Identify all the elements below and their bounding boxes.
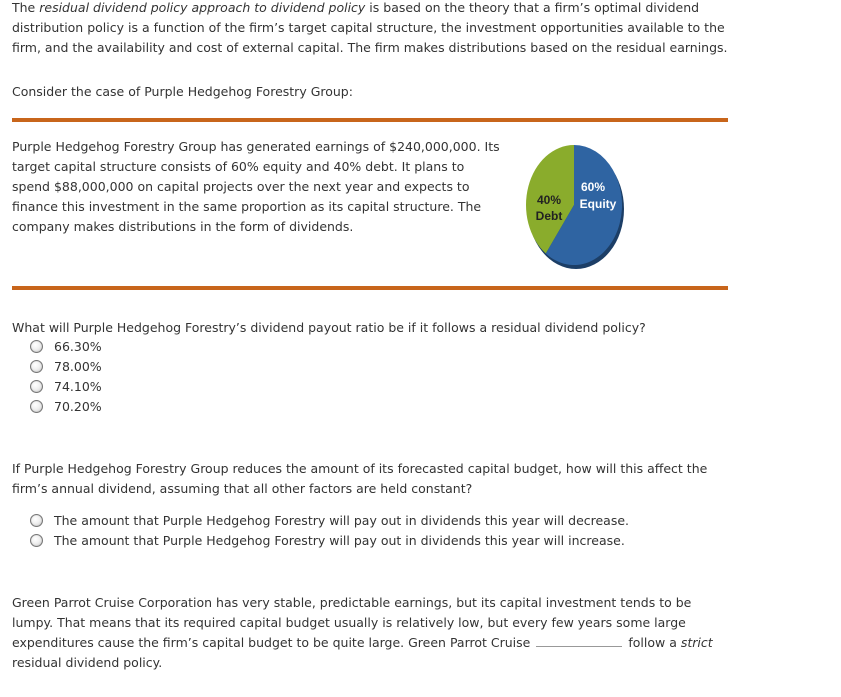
option-increase[interactable] [30, 530, 629, 550]
answer-dropdown[interactable] [536, 634, 622, 647]
intro-paragraph: The residual dividend policy approach to dividend policy is based on the theory that a firm’s optimal dividend distribution policy is a function of the firm’s target capital structure, the investment opportunities available to the firm, and the availability and cost of external capital. The firm makes distributions based on the residual earnings. [12, 0, 728, 55]
option-label: The amount that Purple Hedgehog Forestry will pay out in dividends this year will increase. [54, 532, 625, 548]
equity-percent-label: 60% [580, 180, 606, 194]
option-label: 74.10% [54, 378, 102, 394]
radio-button[interactable] [30, 400, 43, 413]
green-follow-text: follow a [628, 635, 681, 650]
option-3[interactable] [30, 376, 102, 396]
equity-name-label: Equity [579, 197, 617, 211]
green-policy-text: residual dividend policy. [12, 655, 163, 670]
option-decrease[interactable] [30, 510, 629, 530]
option-4[interactable] [30, 396, 102, 416]
strict-term: strict [680, 635, 713, 650]
radio-button[interactable] [30, 514, 43, 527]
debt-percent-label: 40% [536, 193, 562, 207]
scenario-paragraph: Purple Hedgehog Forestry Group has generated earnings of $240,000,000. Its target capital structure consists of 60% equity and 40% debt. It plans to spend $88,000,000 on capital projects over the next year and expects to finance this investment in the same proportion as its capital structure. The company makes distributions in the form of dividends. [12, 139, 500, 234]
green-parrot-text: Green Parrot Cruise Corporation has very stable, predictable earnings, but its capital investment tends to be lumpy. That means that its required capital budget usually is relatively low, but every few years some large expenditures cause the firm’s capital budget to be quite large. Green Parrot Cruise [12, 595, 692, 650]
option-label: 66.30% [54, 338, 102, 354]
intro-term: residual dividend policy approach to dividend policy [39, 0, 366, 15]
option-label: 78.00% [54, 358, 102, 374]
radio-button[interactable] [30, 380, 43, 393]
radio-button[interactable] [30, 534, 43, 547]
question-2-options [30, 510, 629, 550]
green-parrot-paragraph [12, 593, 732, 673]
question-2-text: If Purple Hedgehog Forestry Group reduces the amount of its forecasted capital budget, how will this affect the firm’s annual dividend, assuming that all other factors are held constant? [12, 461, 708, 496]
option-label: 70.20% [54, 398, 102, 414]
option-2[interactable] [30, 356, 102, 376]
option-1[interactable] [30, 336, 102, 356]
intro-text: is based on the theory that a firm’s optimal dividend distribution policy is a function of the firm’s target capital structure, the investment opportunities available to the firm, and the availability and cost of external capital. The firm makes distributions based on the residual earnings. [12, 0, 728, 55]
debt-name-label: Debt [535, 209, 563, 223]
radio-button[interactable] [30, 340, 43, 353]
question-1-text: What will Purple Hedgehog Forestry’s dividend payout ratio be if it follows a residual dividend policy? [12, 319, 646, 335]
question-1-options [30, 336, 102, 416]
option-label: The amount that Purple Hedgehog Forestry will pay out in dividends this year will decrease. [54, 512, 630, 528]
section-divider-top [12, 118, 728, 122]
capital-structure-pie-chart [521, 142, 627, 270]
radio-button[interactable] [30, 360, 43, 373]
section-divider-bottom [12, 286, 728, 290]
consider-heading: Consider the case of Purple Hedgehog Forestry Group: [12, 84, 353, 99]
